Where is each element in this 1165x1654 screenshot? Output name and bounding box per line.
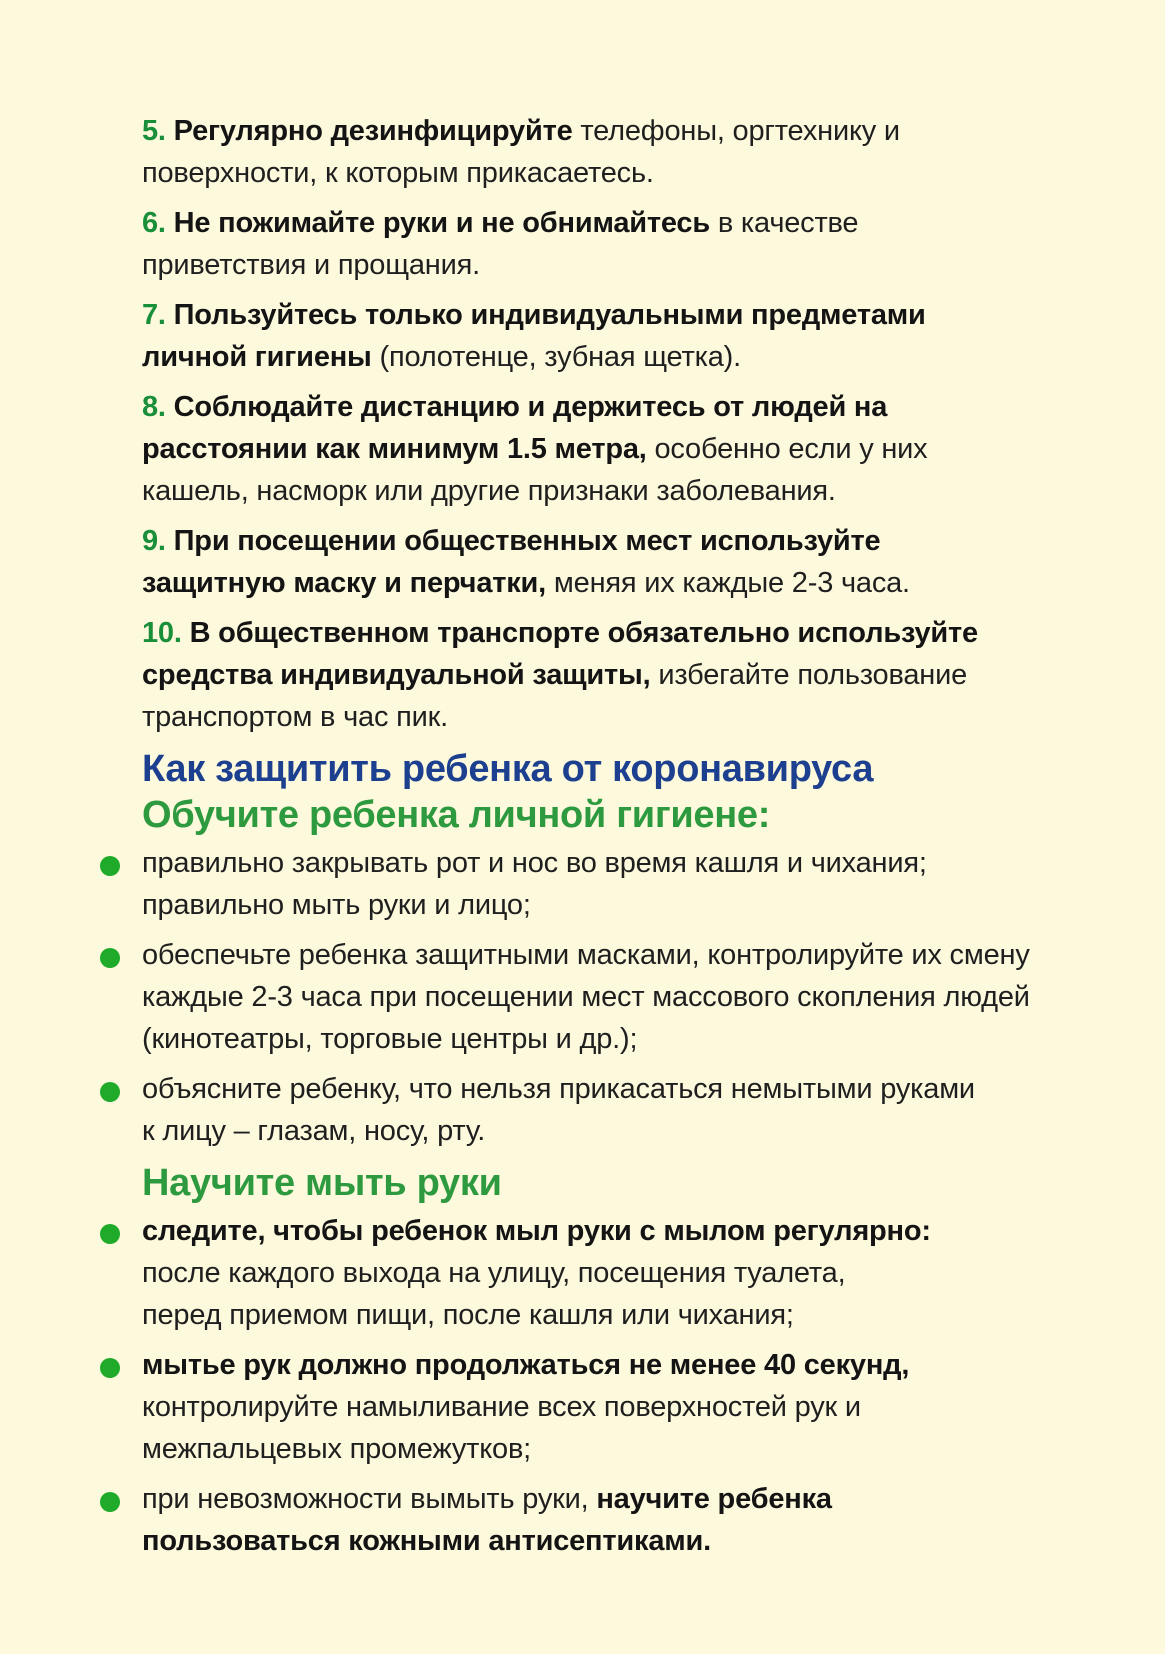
bullet-text: правильно закрывать рот и нос во время кашля и чихания;	[142, 847, 927, 879]
tip-text: в качестве	[709, 207, 859, 239]
bullet-text: обеспечьте ребенка защитными масками, контролируйте их смену	[142, 939, 1030, 971]
bullet-dot-icon	[100, 1224, 120, 1244]
bullet-dot-icon	[100, 1358, 120, 1378]
bullet-line	[142, 976, 1065, 1018]
bullet-text: объясните ребенку, что нельзя прикасаться немытыми руками	[142, 1073, 975, 1105]
bullet-text: при невозможности вымыть руки,	[142, 1483, 597, 1515]
tip-line	[142, 520, 1065, 562]
handwash-section-title: Научите мыть руки	[142, 1162, 502, 1204]
main-section-title: Как защитить ребенка от коронавируса	[142, 748, 874, 790]
bullet-bold-text: научите ребенка	[596, 1483, 832, 1515]
tip-item	[142, 294, 1065, 378]
handwash-bullet-list	[142, 1210, 1065, 1562]
bullet-text: правильно мыть руки и лицо;	[142, 889, 531, 921]
tip-bold-text: Регулярно дезинфицируйте	[173, 115, 573, 147]
bullet-line	[142, 1428, 1065, 1470]
bullet-line	[142, 884, 1065, 926]
bullet-line	[142, 1386, 1065, 1428]
bullet-item	[142, 1068, 1065, 1152]
bullet-item	[142, 1210, 1065, 1336]
bullet-line	[142, 842, 1065, 884]
bullet-line	[142, 1252, 1065, 1294]
tip-text: меняя их каждые 2-3 часа.	[546, 567, 910, 599]
bullet-line	[142, 1344, 1065, 1386]
tip-text: (полотенце, зубная щетка).	[371, 341, 741, 373]
tip-line	[142, 696, 1065, 738]
tip-bold-text: средства индивидуальной защиты,	[142, 659, 651, 691]
tip-number: 5.	[142, 115, 166, 147]
tip-bold-text: При посещении общественных мест используйте	[173, 525, 881, 557]
bullet-item	[142, 1344, 1065, 1470]
tip-line	[142, 152, 1065, 194]
bullet-line	[142, 1110, 1065, 1152]
bullet-line	[142, 1018, 1065, 1060]
tip-bold-text: личной гигиены	[142, 341, 372, 373]
bullet-text: межпальцевых промежутков;	[142, 1433, 532, 1465]
tip-text: избегайте пользование	[650, 659, 968, 691]
tip-item	[142, 110, 1065, 194]
bullet-line	[142, 1520, 1065, 1562]
bullet-text: после каждого выхода на улицу, посещения туалета,	[142, 1257, 846, 1289]
tip-text: кашель, насморк или другие признаки заболевания.	[142, 475, 836, 507]
bullet-item	[142, 842, 1065, 926]
tip-bold-text: Не пожимайте руки и не обнимайтесь	[173, 207, 710, 239]
tip-item	[142, 612, 1065, 738]
tip-item	[142, 386, 1065, 512]
tip-item	[142, 520, 1065, 604]
tip-number: 7.	[142, 299, 166, 331]
bullet-bold-text: следите, чтобы ребенок мыл руки с мылом регулярно:	[142, 1215, 931, 1247]
tip-bold-text: расстоянии как минимум 1.5 метра,	[142, 433, 647, 465]
bullet-dot-icon	[100, 948, 120, 968]
bullet-text: каждые 2-3 часа при посещении мест массового скопления людей	[142, 981, 1030, 1013]
tip-text: телефоны, оргтехнику и	[572, 115, 900, 147]
tip-text: особенно если у них	[646, 433, 928, 465]
hygiene-section-title: Обучите ребенка личной гигиене:	[142, 794, 771, 836]
tip-line	[142, 386, 1065, 428]
tip-bold-text: защитную маску и перчатки,	[142, 567, 547, 599]
bullet-text: к лицу – глазам, носу, рту.	[142, 1115, 486, 1147]
bullet-dot-icon	[100, 1492, 120, 1512]
bullet-dot-icon	[100, 1082, 120, 1102]
bullet-text: перед приемом пищи, после кашля или чихания;	[142, 1299, 794, 1331]
bullet-line	[142, 934, 1065, 976]
tip-text: транспортом в час пик.	[142, 701, 448, 733]
tip-line	[142, 336, 1065, 378]
tip-bold-text: Соблюдайте дистанцию и держитесь от людей на	[173, 391, 888, 423]
tip-line	[142, 612, 1065, 654]
bullet-line	[142, 1294, 1065, 1336]
tip-line	[142, 244, 1065, 286]
tip-line	[142, 202, 1065, 244]
bullet-line	[142, 1478, 1065, 1520]
tip-text: приветствия и прощания.	[142, 249, 480, 281]
tip-number: 9.	[142, 525, 166, 557]
bullet-text: контролируйте намыливание всех поверхностей рук и	[142, 1391, 861, 1423]
bullet-dot-icon	[100, 856, 120, 876]
tip-item	[142, 202, 1065, 286]
bullet-line	[142, 1068, 1065, 1110]
tip-number: 10.	[142, 617, 182, 649]
tip-line	[142, 562, 1065, 604]
tip-number: 6.	[142, 207, 166, 239]
tip-line	[142, 428, 1065, 470]
bullet-text: (кинотеатры, торговые центры и др.);	[142, 1023, 638, 1055]
tip-line	[142, 294, 1065, 336]
bullet-item	[142, 1478, 1065, 1562]
bullet-bold-text: мытье рук должно продолжаться не менее 40 секунд,	[142, 1349, 910, 1381]
hygiene-bullet-list	[142, 842, 1065, 1152]
numbered-tips-list	[142, 110, 1065, 738]
bullet-line	[142, 1210, 1065, 1252]
bullet-item	[142, 934, 1065, 1060]
tip-line	[142, 654, 1065, 696]
bullet-bold-text: пользоваться кожными антисептиками.	[142, 1525, 711, 1557]
tip-line	[142, 110, 1065, 152]
tip-text: поверхности, к которым прикасаетесь.	[142, 157, 654, 189]
tip-bold-text: Пользуйтесь только индивидуальными предметами	[173, 299, 926, 331]
tip-number: 8.	[142, 391, 166, 423]
tip-line	[142, 470, 1065, 512]
tip-bold-text: В общественном транспорте обязательно используйте	[189, 617, 978, 649]
